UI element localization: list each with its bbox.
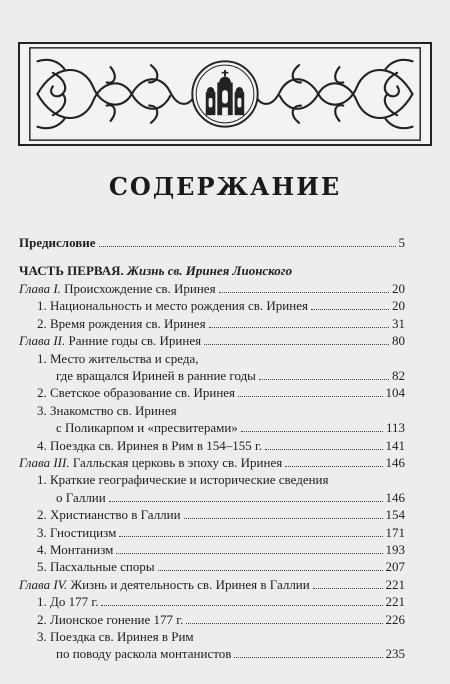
entry-page: 113 xyxy=(385,420,405,436)
toc-chapter[interactable] xyxy=(19,280,405,297)
dot-leader xyxy=(234,657,382,658)
entry-text: о Галлии xyxy=(56,489,106,505)
toc-chapter[interactable] xyxy=(19,332,405,349)
toc-entry[interactable] xyxy=(19,558,405,575)
entry-text: 1. До 177 г. xyxy=(37,594,99,610)
part-label: ЧАСТЬ ПЕРВАЯ. xyxy=(19,263,124,278)
entry-page: 235 xyxy=(385,646,405,662)
entry-label xyxy=(19,558,155,575)
entry-label xyxy=(19,315,206,332)
entry-text: с Поликарпом и «пресвитерами» xyxy=(56,420,238,436)
ornamental-banner xyxy=(18,42,432,146)
entry-text: 2. Христианство в Галлии xyxy=(37,507,181,523)
entry-label xyxy=(19,524,116,541)
toc-entry[interactable] xyxy=(19,297,405,314)
entry-page: 82 xyxy=(392,368,405,383)
entry-label xyxy=(19,576,310,593)
entry-label xyxy=(19,297,308,314)
chapter-label: Глава I. xyxy=(19,281,61,296)
toc-entry[interactable] xyxy=(19,471,405,488)
dot-leader xyxy=(158,570,383,571)
entry-label xyxy=(19,454,282,471)
entry-label xyxy=(19,350,198,367)
entry-text: где вращался Ириней в ранние годы xyxy=(56,368,256,383)
entry-label xyxy=(19,489,106,506)
entry-text: Происхождение св. Иринея xyxy=(64,281,216,296)
toc-entry[interactable] xyxy=(19,611,405,628)
toc-entry[interactable] xyxy=(19,384,405,401)
entry-page: 141 xyxy=(385,437,405,453)
entry-label xyxy=(19,645,231,662)
toc-entry[interactable] xyxy=(19,315,405,332)
dot-leader xyxy=(313,588,383,589)
dot-leader xyxy=(209,327,389,328)
entry-label xyxy=(19,437,262,454)
toc-entry[interactable] xyxy=(19,489,405,506)
toc-entry[interactable] xyxy=(19,350,405,367)
entry-page: 20 xyxy=(392,281,405,296)
toc-entry[interactable] xyxy=(19,541,405,558)
toc-chapter[interactable] xyxy=(19,576,405,593)
dot-leader xyxy=(259,379,389,380)
entry-text: 5. Пасхальные споры xyxy=(37,559,155,575)
dot-leader xyxy=(238,396,382,397)
entry-text: по поводу раскола монтанистов xyxy=(56,646,232,662)
entry-text: 4. Поездка св. Иринея в Рим в 154–155 г. xyxy=(37,437,263,453)
entry-text: Ранние годы св. Иринея xyxy=(68,333,202,349)
dot-leader xyxy=(219,292,389,293)
dot-leader xyxy=(99,246,396,247)
toc-entry[interactable] xyxy=(19,402,405,419)
toc-entry[interactable] xyxy=(19,628,405,645)
entry-page: 146 xyxy=(385,455,405,470)
entry-page: 193 xyxy=(385,542,405,557)
dot-leader xyxy=(116,553,382,554)
entry-label: Предисловие xyxy=(19,235,96,250)
part-heading xyxy=(19,262,405,279)
entry-page: 221 xyxy=(385,594,405,610)
toc-chapter[interactable] xyxy=(19,454,405,471)
dot-leader xyxy=(184,518,383,519)
toc-entry[interactable] xyxy=(19,645,405,662)
entry-page: 221 xyxy=(385,576,405,592)
page-title: СОДЕРЖАНИЕ xyxy=(108,172,342,201)
dot-leader xyxy=(265,449,382,450)
entry-label xyxy=(19,402,177,419)
entry-text: 1. Место жительства и среда, xyxy=(37,350,199,366)
entry-label xyxy=(19,541,113,558)
dot-leader xyxy=(311,309,389,310)
entry-label xyxy=(19,332,201,349)
chapter-label: Глава IV. xyxy=(19,576,68,592)
dot-leader xyxy=(101,605,382,606)
entry-label xyxy=(19,280,216,297)
entry-page: 104 xyxy=(385,385,405,401)
ornament-illustration xyxy=(20,44,430,144)
entry-label xyxy=(19,611,183,628)
entry-text: 2. Лионское гонение 177 г. xyxy=(37,611,184,627)
entry-page: 207 xyxy=(385,559,405,575)
entry-text: 3. Поездка св. Иринея в Рим xyxy=(37,629,194,644)
entry-page: 5 xyxy=(398,235,405,250)
entry-label xyxy=(19,628,194,645)
entry-text: Галльская церковь в эпоху св. Иринея xyxy=(72,455,283,470)
entry-page: 80 xyxy=(392,333,405,349)
entry-text: 3. Знакомство св. Иринея xyxy=(37,402,177,418)
dot-leader xyxy=(204,344,389,345)
entry-text: 4. Монтанизм xyxy=(37,542,114,557)
entry-page: 20 xyxy=(392,298,405,314)
toc-entry[interactable] xyxy=(19,419,405,436)
entry-page: 146 xyxy=(385,489,405,505)
entry-label xyxy=(19,419,238,436)
entry-page: 154 xyxy=(385,507,405,523)
toc-entry[interactable] xyxy=(19,593,405,610)
toc-entry-preface[interactable] xyxy=(19,234,405,251)
entry-page: 226 xyxy=(385,611,405,627)
entry-text: 3. Гностицизм xyxy=(37,524,117,540)
entry-text: Жизнь и деятельность св. Иринея в Галлии xyxy=(70,576,310,592)
toc-entry[interactable] xyxy=(19,524,405,541)
entry-text: 2. Светское образование св. Иринея xyxy=(37,385,236,401)
entry-text: 1. Краткие географические и исторические сведения xyxy=(37,472,329,488)
dot-leader xyxy=(119,536,382,537)
dot-leader xyxy=(109,501,383,502)
dot-leader xyxy=(186,623,382,624)
entry-text: 2. Время рождения св. Иринея xyxy=(37,315,206,331)
entry-label xyxy=(19,384,235,401)
part-title: Жизнь св. Иринея Лионского xyxy=(127,263,293,278)
chapter-label: Глава III. xyxy=(19,455,70,470)
entry-page: 31 xyxy=(392,315,405,331)
dot-leader xyxy=(241,431,383,432)
dot-leader xyxy=(285,466,382,467)
toc-entry[interactable] xyxy=(19,506,405,523)
entry-label xyxy=(19,367,256,384)
entry-page: 171 xyxy=(385,524,405,540)
entry-text: 1. Национальность и место рождения св. Иринея xyxy=(37,298,308,314)
chapter-label: Глава II. xyxy=(19,333,66,349)
entry-label xyxy=(19,471,329,488)
toc-entry[interactable] xyxy=(19,367,405,384)
entry-label xyxy=(19,506,181,523)
toc-entry[interactable] xyxy=(19,437,405,454)
entry-label xyxy=(19,593,98,610)
